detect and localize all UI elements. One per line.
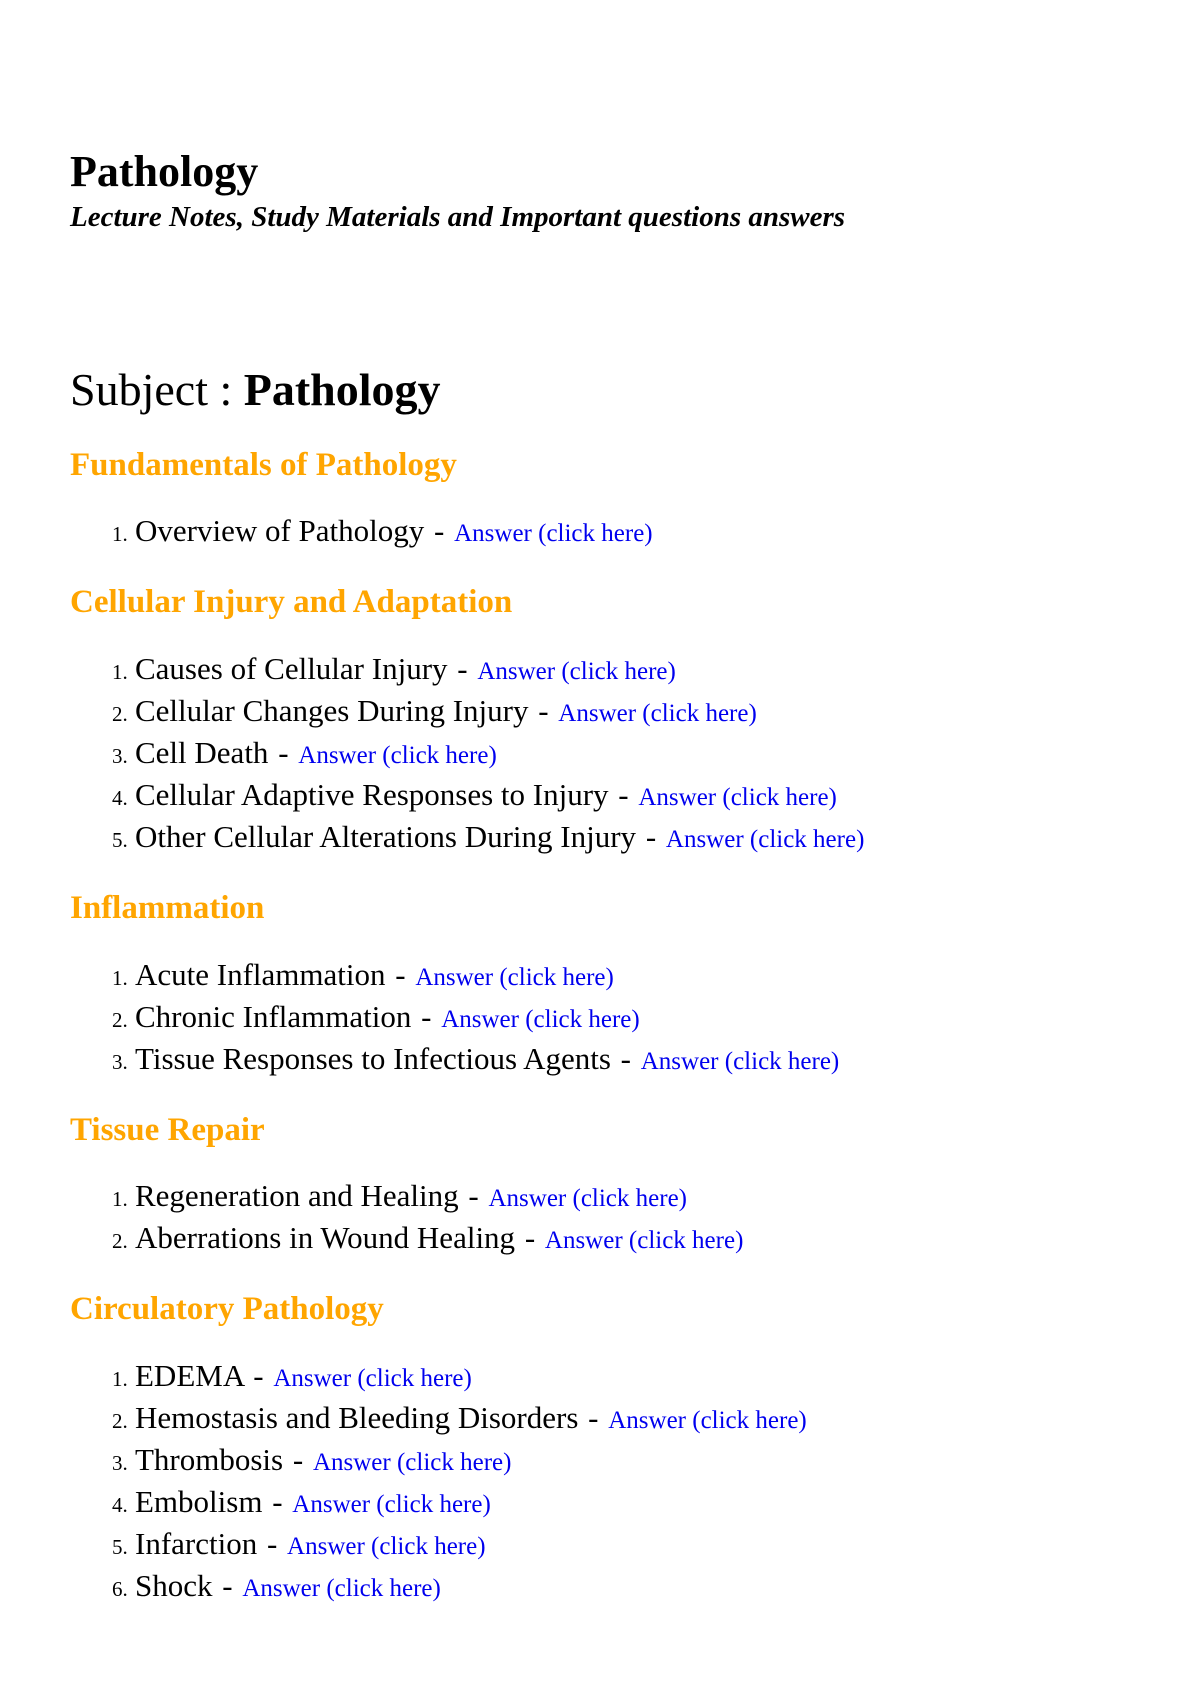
separator: - (253, 1357, 264, 1393)
topic-list (70, 511, 1200, 553)
list-item (133, 649, 1200, 691)
list-item (133, 1482, 1200, 1524)
answer-link[interactable]: Answer (click here) (292, 1490, 491, 1518)
topic-label: Cell Death (135, 734, 269, 770)
topic-list (70, 955, 1200, 1081)
topic-list (70, 649, 1200, 859)
list-item (133, 775, 1200, 817)
answer-link[interactable]: Answer (click here) (287, 1532, 486, 1560)
list-item (133, 1566, 1200, 1608)
list-item (133, 955, 1200, 997)
list-item (133, 1440, 1200, 1482)
topic-label: EDEMA (135, 1357, 244, 1393)
separator: - (395, 956, 406, 992)
list-item (133, 997, 1200, 1039)
topic-label: Hemostasis and Bleeding Disorders (135, 1399, 579, 1435)
separator: - (272, 1483, 283, 1519)
topic-label: Cellular Changes During Injury (135, 692, 529, 728)
separator: - (588, 1399, 599, 1435)
answer-link[interactable]: Answer (click here) (638, 783, 837, 811)
section-title: Fundamentals of Pathology (70, 446, 457, 483)
separator: - (421, 998, 432, 1034)
answer-link[interactable]: Answer (click here) (441, 1005, 640, 1033)
separator: - (434, 513, 445, 549)
separator: - (524, 1220, 536, 1256)
page-subtitle: Lecture Notes, Study Materials and Important questions answers (70, 201, 846, 234)
separator: - (222, 1567, 233, 1603)
topic-label: Aberrations in Wound Healing (135, 1220, 516, 1256)
separator: - (620, 1040, 631, 1076)
list-item (133, 1524, 1200, 1566)
section-title: Circulatory Pathology (70, 1291, 384, 1328)
topic-label: Causes of Cellular Injury (135, 650, 448, 686)
separator: - (618, 776, 629, 812)
answer-link[interactable]: Answer (click here) (477, 657, 676, 685)
list-item (133, 1218, 1200, 1260)
separator: - (266, 1525, 278, 1561)
answer-link[interactable]: Answer (click here) (298, 741, 497, 769)
list-item (133, 1039, 1200, 1081)
topic-list (70, 1356, 1200, 1608)
page-title: Pathology (70, 147, 259, 196)
topic-label: Tissue Responses to Infectious Agents (135, 1040, 611, 1076)
subject-name: Pathology (243, 364, 441, 416)
topic-label: Regeneration and Healing (135, 1178, 459, 1214)
section-title: Inflammation (70, 889, 265, 926)
list-item (133, 511, 1200, 553)
answer-link[interactable]: Answer (click here) (558, 699, 757, 727)
topic-label: Chronic Inflammation (135, 998, 412, 1034)
answer-link[interactable]: Answer (click here) (544, 1227, 744, 1255)
topic-label: Overview of Pathology (135, 513, 425, 549)
topic-label: Thrombosis (135, 1441, 284, 1477)
section-title: Tissue Repair (70, 1111, 265, 1148)
answer-link[interactable]: Answer (click here) (242, 1574, 441, 1602)
list-item (133, 691, 1200, 733)
separator: - (292, 1441, 304, 1477)
list-item (133, 733, 1200, 775)
separator: - (457, 650, 468, 686)
separator: - (278, 734, 289, 770)
answer-link[interactable]: Answer (click here) (415, 963, 614, 991)
topic-label: Cellular Adaptive Responses to Injury (135, 776, 609, 812)
answer-link[interactable]: Answer (click here) (608, 1406, 807, 1434)
section-title: Cellular Injury and Adaptation (70, 584, 513, 621)
answer-link[interactable]: Answer (click here) (312, 1448, 512, 1476)
topic-list (70, 1176, 1200, 1260)
list-item (133, 1398, 1200, 1440)
separator: - (538, 692, 549, 728)
list-item (133, 1356, 1200, 1398)
topic-label: Shock (135, 1567, 213, 1603)
sections-container (70, 446, 1200, 1608)
answer-link[interactable]: Answer (click here) (454, 520, 653, 548)
topic-label: Embolism (135, 1483, 263, 1519)
topic-label: Other Cellular Alterations During Injury (135, 818, 637, 854)
answer-link[interactable]: Answer (click here) (273, 1364, 472, 1392)
list-item (133, 817, 1200, 859)
topic-label: Infarction (135, 1525, 258, 1561)
topic-label: Acute Inflammation (135, 956, 386, 992)
separator: - (645, 818, 657, 854)
answer-link[interactable]: Answer (click here) (488, 1185, 687, 1213)
answer-link[interactable]: Answer (click here) (640, 1047, 840, 1075)
answer-link[interactable]: Answer (click here) (665, 825, 865, 853)
separator: - (468, 1178, 479, 1214)
list-item (133, 1176, 1200, 1218)
subject-prefix: Subject : (70, 364, 244, 416)
subject-heading (70, 365, 1200, 416)
